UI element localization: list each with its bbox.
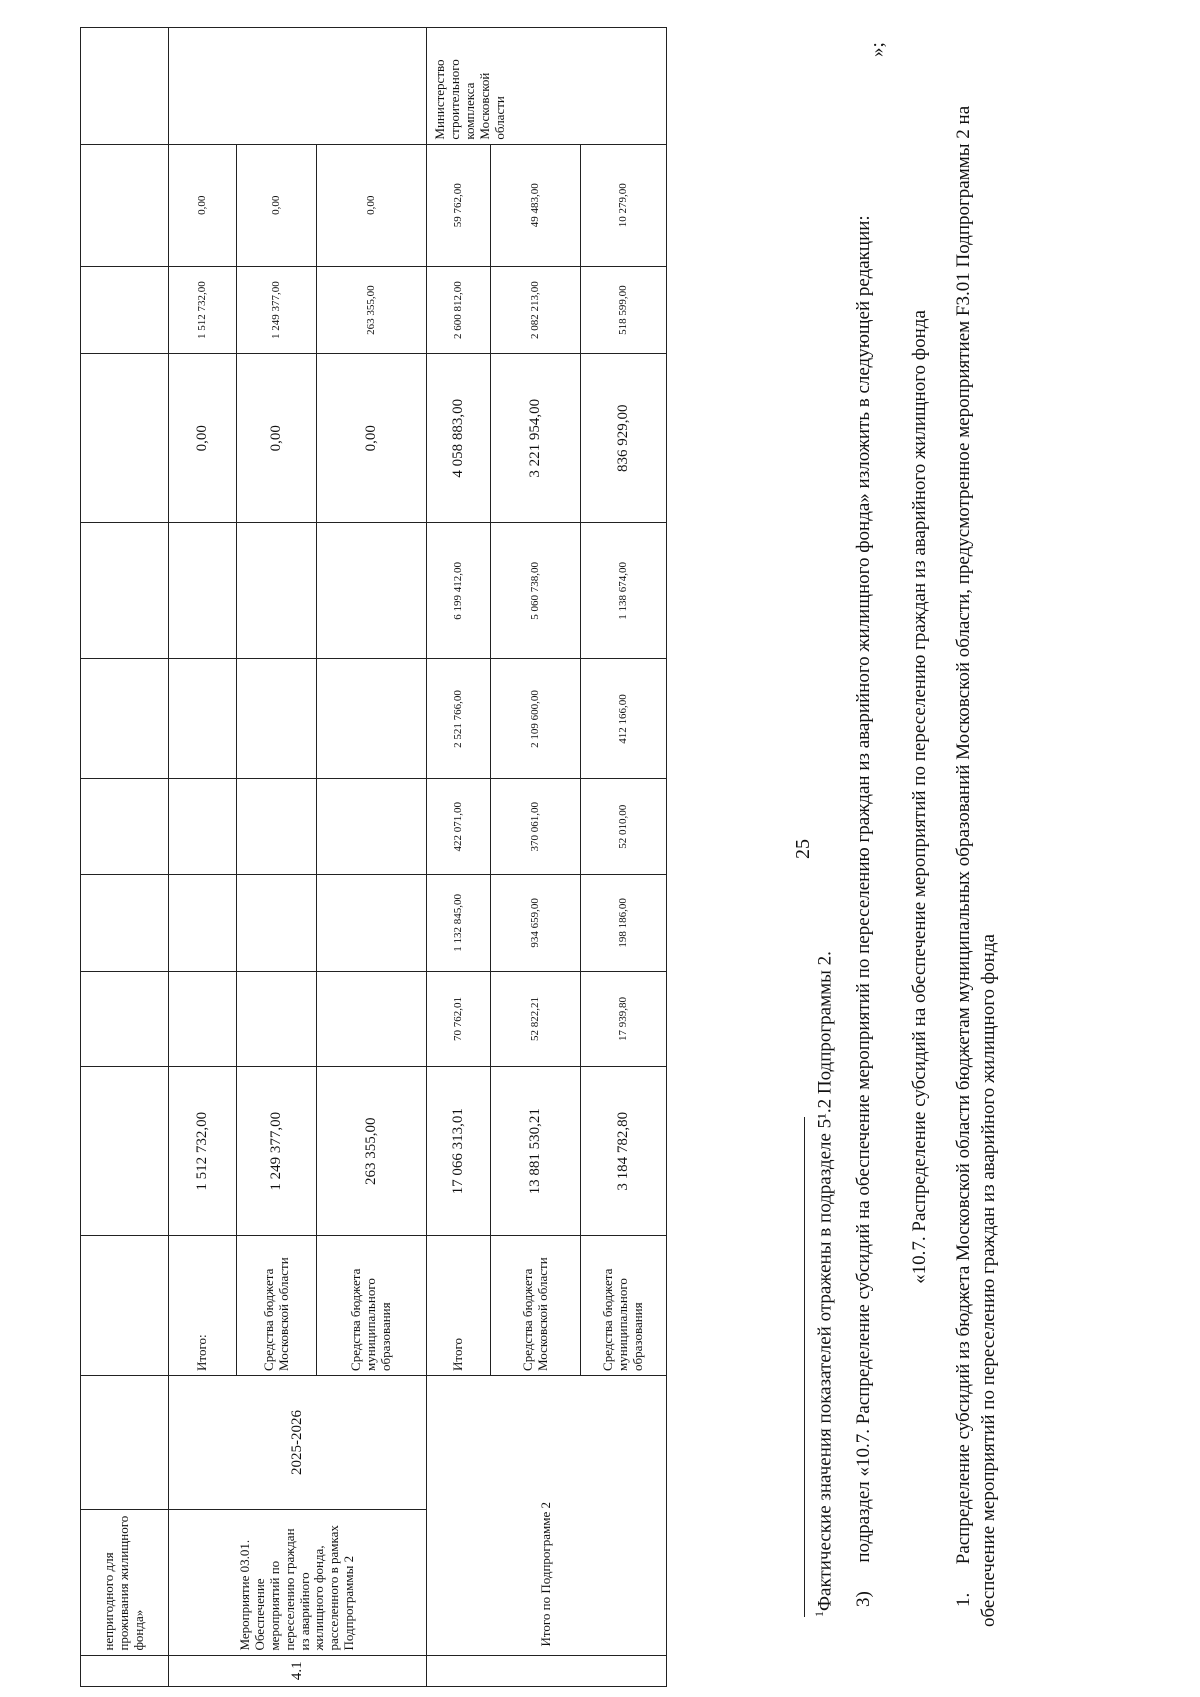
year-value (237, 875, 317, 972)
table-cell (81, 266, 169, 353)
funding-source: Итого (427, 1236, 491, 1376)
funding-source: Средства бюджета Московской области (237, 1236, 317, 1376)
item-3-text: подраздел «10.7. Распределение субсидий на обеспечение мероприятий по переселению граждан из аварийного жилищного фонда» изложить в следующей редакции: (853, 215, 874, 1563)
year-value: 49 483,00 (491, 144, 581, 266)
year-value (237, 523, 317, 659)
year-value: 0,00 (169, 354, 237, 523)
budget-table (80, 27, 667, 1687)
year-value (317, 523, 427, 659)
year-value: 1 249 377,00 (237, 266, 317, 353)
footnote-text: Фактические значения показателей отражены в подразделе 5¹.2 Подпрограммы 2. (814, 951, 836, 1611)
item-3 (852, 57, 877, 1627)
page-number: 25 (792, 839, 814, 859)
funding-source: Средства бюджета муниципального образования (581, 1236, 667, 1376)
year-value (169, 523, 237, 659)
year-value (169, 659, 237, 779)
year-value: 518 599,00 (581, 266, 667, 353)
responsible-executor: Министерство строительного комплекса Московской области (427, 28, 667, 145)
table-cell (427, 1655, 667, 1686)
section-title: «10.7. Распределение субсидий на обеспечение мероприятий по переселению граждан из аварийного жилищного фонда (909, 310, 930, 1284)
year-value: 1 132 845,00 (427, 875, 491, 972)
year-value: 4 058 883,00 (427, 354, 491, 523)
closing-quote: »; (867, 42, 888, 57)
year-value: 2 109 600,00 (491, 659, 581, 779)
funding-source: Итого: (169, 1236, 237, 1376)
year-value (237, 659, 317, 779)
year-value: 0,00 (169, 144, 237, 266)
year-value: 0,00 (317, 354, 427, 523)
year-value: 198 186,00 (581, 875, 667, 972)
item-1-number: 1. (953, 1592, 974, 1607)
year-value (237, 971, 317, 1067)
year-value (317, 875, 427, 972)
year-value: 263 355,00 (317, 266, 427, 353)
year-value: 2 521 766,00 (427, 659, 491, 779)
table-cell (81, 144, 169, 266)
total-value: 263 355,00 (317, 1067, 427, 1236)
year-value: 836 929,00 (581, 354, 667, 523)
total-value: 1 249 377,00 (237, 1067, 317, 1236)
year-value: 0,00 (237, 354, 317, 523)
table-cell (81, 875, 169, 972)
item-1-text: Распределение субсидий из бюджета Московской области бюджетам муниципальных образований Московской области, предусмотренное мероприятием F3.01 Подпрограммы 2 на обеспечение мероприятий по переселению граждан из аварийного жилищного фонда (953, 105, 999, 1627)
year-value: 70 762,01 (427, 971, 491, 1067)
table-cell (169, 28, 427, 145)
year-value: 0,00 (317, 144, 427, 266)
table-cell (81, 779, 169, 875)
year-value: 1 512 732,00 (169, 266, 237, 353)
year-value: 2 600 812,00 (427, 266, 491, 353)
table-cell (81, 1655, 169, 1686)
year-value: 1 138 674,00 (581, 523, 667, 659)
year-value: 52 822,21 (491, 971, 581, 1067)
total-value: 17 066 313,01 (427, 1067, 491, 1236)
total-value: 1 512 732,00 (169, 1067, 237, 1236)
table-cell (81, 659, 169, 779)
activity-name: Мероприятие 03.01. Обеспечение мероприятий по переселению граждан из аварийного жилищного фонда, расселенного в рамках Подпрограммы 2 (169, 1509, 427, 1655)
year-value: 2 082 213,00 (491, 266, 581, 353)
year-value (317, 779, 427, 875)
year-value (169, 779, 237, 875)
year-value: 10 279,00 (581, 144, 667, 266)
footnote-mark: 1 (812, 1611, 826, 1617)
table-cell (81, 354, 169, 523)
year-value: 412 166,00 (581, 659, 667, 779)
year-value: 370 061,00 (491, 779, 581, 875)
row-header-continued: непригодного для проживания жилищного фонда» (81, 1509, 169, 1655)
year-value (317, 659, 427, 779)
year-value: 0,00 (237, 144, 317, 266)
footnote-separator (804, 1117, 805, 1617)
funding-source: Средства бюджета Московской области (491, 1236, 581, 1376)
year-value (169, 971, 237, 1067)
year-value: 934 659,00 (491, 875, 581, 972)
funding-source: Средства бюджета муниципального образования (317, 1236, 427, 1376)
table-cell (81, 523, 169, 659)
year-value: 17 939,80 (581, 971, 667, 1067)
table-cell (81, 28, 169, 145)
year-value: 422 071,00 (427, 779, 491, 875)
table-cell (81, 971, 169, 1067)
table-cell (81, 1067, 169, 1236)
year-value: 3 221 954,00 (491, 354, 581, 523)
table-cell (81, 1375, 169, 1509)
footnote (812, 57, 838, 1617)
year-value (169, 875, 237, 972)
total-value: 13 881 530,21 (491, 1067, 581, 1236)
activity-number: 4.1 (169, 1655, 427, 1686)
year-value (317, 971, 427, 1067)
table-row (169, 28, 237, 1687)
year-value: 6 199 412,00 (427, 523, 491, 659)
activity-period: 2025-2026 (169, 1375, 427, 1509)
year-value: 59 762,00 (427, 144, 491, 266)
table-row (427, 28, 491, 1687)
item-3-number: 3) (853, 1591, 874, 1607)
total-value: 3 184 782,80 (581, 1067, 667, 1236)
year-value (237, 779, 317, 875)
year-value: 5 060 738,00 (491, 523, 581, 659)
year-value: 52 010,00 (581, 779, 667, 875)
item-1 (952, 57, 1001, 1627)
table-row (81, 28, 169, 1687)
subprogram-total-label: Итого по Подпрограмме 2 (427, 1375, 667, 1655)
table-cell (81, 1236, 169, 1376)
